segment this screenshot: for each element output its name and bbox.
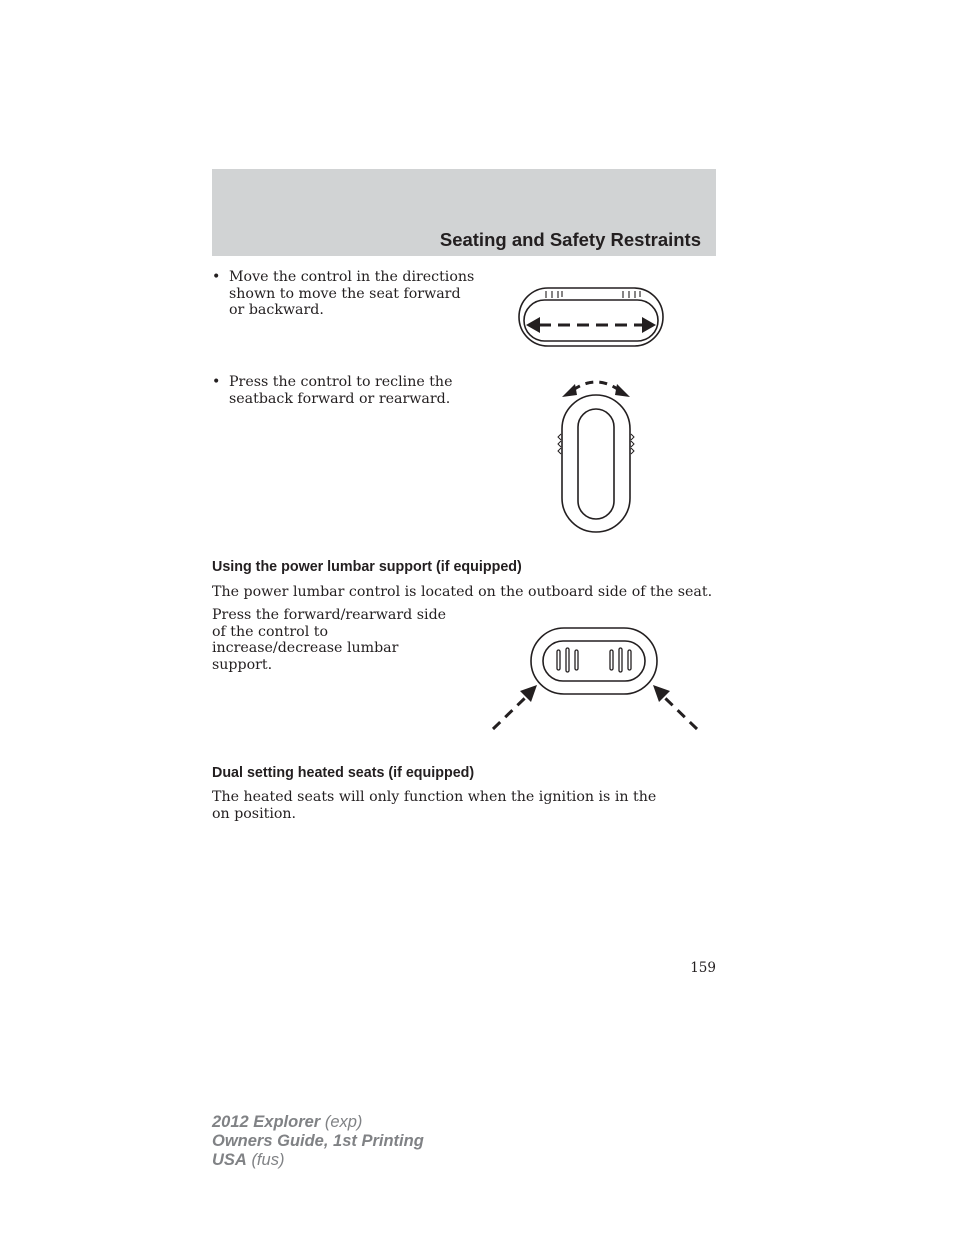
grip-ridges-icon xyxy=(558,434,634,454)
paragraph-heated-seats: The heated seats will only function when the ignition is in the on position. xyxy=(212,789,657,822)
seat-fore-aft-control-illustration xyxy=(515,283,667,349)
section-heading-lumbar: Using the power lumbar support (if equipped) xyxy=(212,559,522,575)
footer-line-edition: Owners Guide, 1st Printing xyxy=(212,1132,424,1150)
paragraph-lumbar-location: The power lumbar control is located on the outboard side of the seat. xyxy=(212,584,713,600)
bullet-item-seat-fore-aft xyxy=(212,269,477,319)
bullet-marker: • xyxy=(212,374,221,390)
section-header-band xyxy=(212,169,716,256)
bullet-text: Move the control in the directions shown to move the seat forward or backward. xyxy=(229,269,475,318)
footer-line-model: 2012 Explorer (exp) xyxy=(212,1113,363,1131)
seatback-recline-control-illustration xyxy=(555,378,637,536)
footer-line-market: USA (fus) xyxy=(212,1151,285,1169)
section-title: Seating and Safety Restraints xyxy=(439,229,701,250)
double-arrow-horizontal-icon xyxy=(526,317,656,333)
grip-ridges-icon xyxy=(557,648,631,672)
paragraph-lumbar-instructions: Press the forward/rearward side of the control to increase/decrease lumbar support. xyxy=(212,607,447,673)
bullet-item-seatback-recline xyxy=(212,374,477,407)
lumbar-control-illustration xyxy=(490,625,700,733)
page-number: 159 xyxy=(690,960,716,976)
bullet-marker: • xyxy=(212,269,221,285)
document-footer xyxy=(212,1113,424,1170)
bullet-text: Press the control to recline the seatback forward or rearward. xyxy=(229,374,453,407)
grip-ridges-icon xyxy=(546,291,640,298)
press-direction-arrows-icon xyxy=(493,685,697,729)
section-heading-heated-seats: Dual setting heated seats (if equipped) xyxy=(212,765,475,781)
